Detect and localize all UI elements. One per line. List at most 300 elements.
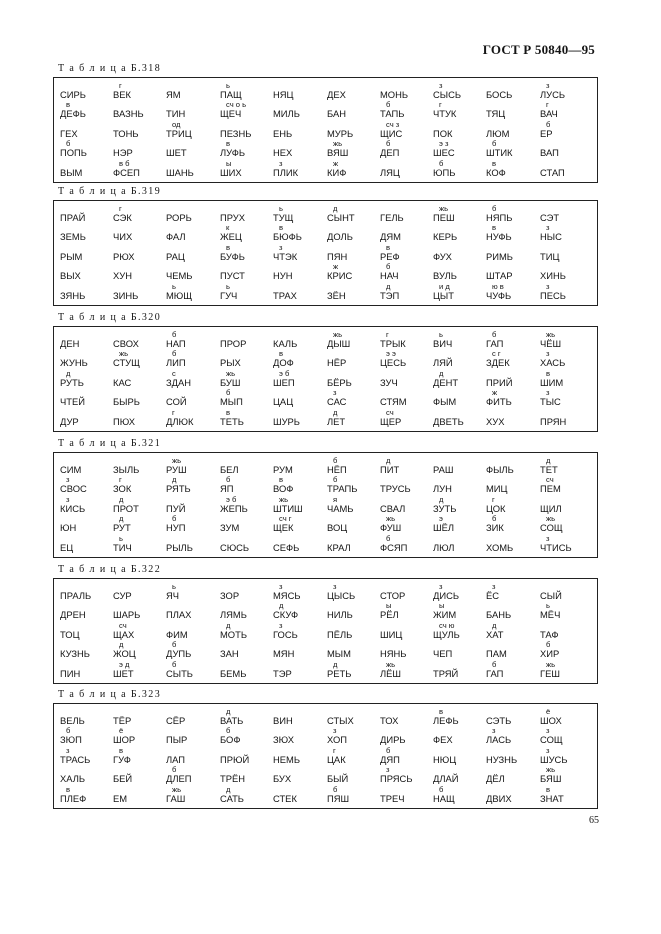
table-cell-word: ВУЛЬ [433, 270, 457, 282]
word-annotation: ж [333, 158, 339, 168]
table-cell-word: ДИСЬ [433, 590, 460, 601]
word-annotation: б [333, 784, 338, 794]
word-annotation: з [439, 81, 443, 90]
table-cell-word: ДУПЬ [166, 648, 192, 660]
table-cell-word: ТЭП [380, 289, 400, 301]
table-cell-word: СТЕК [273, 792, 297, 804]
word-annotation: в б [119, 158, 130, 168]
table-cell-word: ЗДЕК [486, 357, 510, 369]
table-cell-word: ЩИС [380, 127, 403, 139]
table-cell-word: ФЫЛЬ [486, 464, 514, 475]
table-cell-word: РУШ [166, 464, 187, 475]
table-cell-word: ЦЫТ [433, 289, 454, 301]
table-cell-word: ДУР [60, 415, 79, 427]
word-annotation: ь [226, 81, 230, 90]
word-annotation: с г [492, 349, 501, 359]
table-cell-word: ТРАХ [273, 289, 297, 301]
word-annotation: б [492, 139, 497, 149]
table-cell-word: ПЯШ [327, 792, 350, 804]
word-annotation: ж [333, 262, 339, 272]
table-cell-word: ДОФ [273, 357, 294, 369]
table-cell-word: БУФЬ [220, 250, 245, 262]
table-cell-word: ФУШ [380, 522, 402, 534]
table-cell-word: ПЛАХ [166, 609, 192, 621]
table-cell-word: СТЯМ [380, 396, 407, 408]
table-cell-word: ХАТ [486, 628, 504, 640]
table-cell-word: ДЕХ [327, 89, 346, 100]
table-cell-word: ФЕХ [433, 734, 453, 746]
table-cell-word: ДЕФЬ [60, 108, 86, 120]
table-cell-word: ФСЕП [113, 166, 140, 178]
table-cell-word: НЕХ [273, 147, 293, 159]
table-cell-word: ЛУН [433, 483, 452, 495]
table-cell-word: НЁП [327, 464, 347, 475]
word-annotation: э э [386, 349, 396, 359]
table-cell-word: ПЛИК [273, 166, 299, 178]
table-cell-word: НУФЬ [486, 231, 512, 243]
word-table [53, 578, 598, 684]
word-annotation: б [492, 514, 497, 524]
table-cell-word: МЮЩ [166, 289, 193, 301]
word-annotation: д [279, 601, 284, 611]
word-annotation: з [546, 745, 550, 755]
table-cell-word: РЮХ [113, 250, 135, 262]
table-cell-word: ЛЕФЬ [433, 715, 459, 726]
table-cell-word: ГЕХ [60, 127, 78, 139]
table-cell-word: ФАЛ [166, 231, 186, 243]
word-annotation: жь [546, 514, 556, 524]
table-cell-word: СЭТ [540, 212, 560, 223]
table-cell-word: САТЬ [220, 792, 244, 804]
table-cell-word: ВЫХ [60, 270, 81, 282]
table-cell-word: ЯМ [166, 89, 181, 100]
word-annotation: б [172, 349, 177, 359]
word-annotation: д [226, 707, 231, 716]
table-cell-word: ДЕН [60, 338, 80, 349]
word-annotation: б [439, 784, 444, 794]
table-cell-word: РАШ [433, 464, 454, 475]
table-cell-word: ТРЫК [380, 338, 406, 349]
table-cell-word: ЖЕЦ [220, 231, 242, 243]
table-cell-word: ЗЕМЬ [60, 231, 86, 243]
word-annotation: д [119, 514, 124, 524]
table-cell-word: ШАНЬ [166, 166, 194, 178]
table-cell-word: ДЯМ [380, 231, 401, 243]
word-annotation: ы [439, 601, 445, 611]
table-cell-word: СВОХ [113, 338, 139, 349]
table-cell-word: ФУХ [433, 250, 452, 262]
table-cell-word: ХУХ [486, 415, 505, 427]
table-cell-word: СЫЙ [540, 590, 562, 601]
word-annotation: г [333, 745, 336, 755]
word-annotation: жь [439, 204, 449, 213]
table-cell-word: НАЩ [433, 792, 455, 804]
table-caption: Т а б л и ц а Б.322 [58, 564, 162, 575]
table-cell-word: ТРЯЙ [433, 667, 459, 679]
table-cell-word: ДОЛЬ [327, 231, 353, 243]
table-cell-word: ТЕТ [540, 464, 558, 475]
table-cell-word: ЧТИСЬ [540, 541, 572, 553]
table-cell-word: ГАП [486, 667, 504, 679]
table-cell-word: СЭТЬ [486, 715, 512, 726]
word-annotation: в [279, 223, 284, 233]
table-cell-word: ЛИП [166, 357, 186, 369]
table-cell-word: САС [327, 396, 347, 408]
table-cell-word: ЦАК [327, 753, 346, 765]
word-annotation: ё [119, 726, 124, 736]
table-cell-word: ПРЯСЬ [380, 773, 413, 785]
word-annotation: з [546, 726, 550, 736]
table-cell-word: ЧТЕЙ [60, 396, 85, 408]
word-annotation: ь [439, 330, 443, 339]
word-annotation: г [172, 407, 175, 417]
word-annotation: в [226, 242, 231, 252]
table-cell-word: ЗЁН [327, 289, 346, 301]
word-annotation: сч [119, 620, 127, 630]
table-cell-word: ШУСЬ [540, 753, 568, 765]
word-annotation: ё [546, 707, 551, 716]
table-cell-word: БЫЙ [327, 773, 349, 785]
table-cell-word: НЕМЬ [273, 753, 300, 765]
table-cell-word: ПЮХ [113, 415, 136, 427]
word-annotation: б [172, 659, 177, 669]
table-cell-word: РЕТЬ [327, 667, 352, 679]
table-cell-word: ЖОЦ [113, 648, 136, 660]
word-annotation: э б [279, 368, 290, 378]
word-annotation: з [333, 726, 337, 736]
table-cell-word: ЛЯМЬ [220, 609, 247, 621]
word-annotation: д [439, 368, 444, 378]
word-annotation: в [439, 707, 444, 716]
table-cell-word: ПРАЙ [60, 212, 86, 223]
table-cell-word: ДЯП [380, 753, 400, 765]
table-cell-word: СВАЛ [380, 502, 406, 514]
table-cell-word: ЕР [540, 127, 553, 139]
table-cell-word: МОНЬ [380, 89, 409, 100]
table-cell-word: ШАРЬ [113, 609, 141, 621]
word-annotation: д [333, 204, 338, 213]
table-cell-word: КИСЬ [60, 502, 86, 514]
table-cell-word: ТУЩ [273, 212, 294, 223]
word-annotation: в [386, 242, 391, 252]
table-cell-word: СОЩ [540, 734, 563, 746]
table-cell-word: ХИНЬ [540, 270, 566, 282]
word-annotation: ж [492, 388, 498, 398]
table-cell-word: ШИМ [540, 376, 564, 388]
table-cell-word: ТАПЬ [380, 108, 405, 120]
table-cell-word: ПИН [60, 667, 81, 679]
table-cell-word: ЦЫСЬ [327, 590, 356, 601]
table-cell-word: СЕФЬ [273, 541, 300, 553]
table-cell-word: ВАП [540, 147, 559, 159]
table-cell-word: ГАП [486, 338, 504, 349]
table-cell-word: ГОСЬ [273, 628, 298, 640]
table-cell-word: ВАЗНЬ [113, 108, 144, 120]
table-cell-word: ТРЁН [220, 773, 246, 785]
word-annotation: б [386, 745, 391, 755]
table-cell-word: ЗЮХ [273, 734, 294, 746]
word-annotation: в [119, 745, 124, 755]
table-cell-word: РЕФ [380, 250, 400, 262]
table-cell-word: ТАФ [540, 628, 559, 640]
table-cell-word: ТЫС [540, 396, 561, 408]
word-annotation: г [546, 100, 549, 110]
table-cell-word: ДРЕН [60, 609, 86, 621]
table-cell-word: ДВИХ [486, 792, 512, 804]
word-annotation: б [546, 640, 551, 650]
table-cell-word: НЫС [540, 231, 562, 243]
table-cell-word: БАН [327, 108, 346, 120]
table-cell-word: ЦАЦ [273, 396, 294, 408]
table-cell-word: РЫМ [60, 250, 83, 262]
table-cell-word: ВЫМ [60, 166, 83, 178]
table-cell-word: ГУФ [113, 753, 131, 765]
table-cell-word: ПЕШ [433, 212, 455, 223]
word-annotation: б [172, 330, 177, 339]
table-cell-word: ПОПЬ [60, 147, 87, 159]
table-cell-word: ПЕЗНЬ [220, 127, 252, 139]
table-cell-word: ФЫМ [433, 396, 457, 408]
table-cell-word: ЗОК [113, 483, 132, 495]
table-cell-word: РАЦ [166, 250, 185, 262]
word-annotation: д [546, 456, 551, 465]
word-annotation: з [492, 582, 496, 591]
table-caption: Т а б л и ц а Б.323 [58, 689, 162, 700]
table-cell-word: ТРУСЬ [380, 483, 411, 495]
table-cell-word: ГЕШ [540, 667, 560, 679]
table-cell-word: МОТЬ [220, 628, 247, 640]
table-cell-word: ВИЧ [433, 338, 453, 349]
word-annotation: з [439, 582, 443, 591]
table-cell-word: ПЕМ [540, 483, 561, 495]
table-cell-word: БЕЙ [113, 773, 133, 785]
word-annotation: жь [119, 349, 129, 359]
table-cell-word: МИЛЬ [273, 108, 300, 120]
table-cell-word: ЛЯЦ [380, 166, 400, 178]
word-annotation: б [492, 330, 497, 339]
table-cell-word: РИМЬ [486, 250, 513, 262]
table-cell-word: ПАМ [486, 648, 507, 660]
table-cell-word: ЯЧ [166, 590, 180, 601]
word-annotation: з [546, 81, 550, 90]
table-cell-word: ХАЛЬ [60, 773, 86, 785]
table-cell-word: ШИЦ [380, 628, 403, 640]
word-annotation: жь [172, 456, 182, 465]
table-cell-word: ЮН [60, 522, 77, 534]
table-cell-word: БЕЛ [220, 464, 239, 475]
word-annotation: б [492, 204, 497, 213]
table-cell-word: ДЕП [380, 147, 400, 159]
word-annotation: э б [226, 494, 237, 504]
word-annotation: з [546, 223, 550, 233]
word-annotation: и д [439, 281, 450, 291]
table-caption: Т а б л и ц а Б.321 [58, 438, 162, 449]
table-cell-word: ЩИЛ [540, 502, 562, 514]
table-cell-word: ПРЯН [540, 415, 567, 427]
table-cell-word: ЛЕТ [327, 415, 346, 427]
table-cell-word: ЗУЧ [380, 376, 398, 388]
table-cell-word: ВОЦ [327, 522, 348, 534]
table-cell-word: ВАТЬ [220, 715, 244, 726]
word-annotation: б [546, 119, 551, 129]
table-cell-word: ВЕК [113, 89, 131, 100]
word-annotation: б [66, 726, 71, 736]
word-annotation: ь [172, 281, 176, 291]
table-cell-word: ЩЕЧ [220, 108, 242, 120]
table-cell-word: СТЫХ [327, 715, 354, 726]
word-annotation: жь [386, 514, 396, 524]
table-cell-word: ПАЩ [220, 89, 242, 100]
table-cell-word: ЧЕМЬ [166, 270, 193, 282]
table-cell-word: ПЛЕФ [60, 792, 87, 804]
word-annotation: сч [546, 475, 554, 485]
table-cell-word: КРИС [327, 270, 353, 282]
table-cell-word: ЛУСЬ [540, 89, 566, 100]
word-annotation: б [386, 533, 391, 543]
table-cell-word: ШЕС [433, 147, 455, 159]
word-annotation: з [279, 582, 283, 591]
table-cell-word: РУТЬ [60, 376, 84, 388]
table-cell-word: СЭК [113, 212, 132, 223]
word-annotation: жь [386, 659, 396, 669]
standard-header: ГОСТ Р 50840—95 [482, 42, 595, 57]
table-cell-word: РЯТЬ [166, 483, 191, 495]
table-cell-word: РЫХ [220, 357, 241, 369]
word-annotation: в [66, 100, 71, 110]
table-cell-word: ЛУФЬ [220, 147, 246, 159]
table-cell-word: ТРЕЧ [380, 792, 405, 804]
table-cell-word: БОСЬ [486, 89, 513, 100]
table-cell-word: ДЁЛ [486, 773, 505, 785]
table-cell-word: ПРЮЙ [220, 753, 250, 765]
table-cell-word: ТРАПЬ [327, 483, 358, 495]
table-cell-word: МИЦ [486, 483, 508, 495]
word-annotation: э д [119, 659, 130, 669]
word-annotation: в [546, 368, 551, 378]
word-annotation: в [66, 784, 71, 794]
table-cell-word: СЁР [166, 715, 186, 726]
table-cell-word: СТУЩ [113, 357, 140, 369]
table-cell-word: ХОМЬ [486, 541, 514, 553]
word-annotation: д [386, 281, 391, 291]
table-cell-word: ЦЕСЬ [380, 357, 407, 369]
table-cell-word: ТЕТЬ [220, 415, 244, 427]
table-cell-word: ШОХ [540, 715, 562, 726]
table-cell-word: ТОХ [380, 715, 399, 726]
table-cell-word: ДЛЮК [166, 415, 194, 427]
table-cell-word: БЁРЬ [327, 376, 352, 388]
table-cell-word: ВАЧ [540, 108, 558, 120]
table-cell-word: ГУЧ [220, 289, 238, 301]
word-annotation: сч о ь [226, 100, 247, 110]
word-annotation: ь [226, 281, 230, 291]
table-cell-word: СОЙ [166, 396, 187, 408]
table-cell-word: ЛЮЛ [433, 541, 455, 553]
table-cell-word: ДЫШ [327, 338, 351, 349]
table-cell-word: СВОС [60, 483, 87, 495]
table-cell-word: ТЯЦ [486, 108, 506, 120]
table-cell-word: ЗЮП [60, 734, 82, 746]
word-annotation: г [119, 475, 122, 485]
table-cell-word: ХАСЬ [540, 357, 566, 369]
table-caption: Т а б л и ц а Б.319 [58, 186, 162, 197]
word-annotation: жь [226, 368, 236, 378]
table-cell-word: НИЛЬ [327, 609, 353, 621]
table-cell-word: ПЫР [166, 734, 188, 746]
word-annotation: сч [386, 407, 394, 417]
word-annotation: б [386, 262, 391, 272]
table-cell-word: ПУСТ [220, 270, 245, 282]
word-annotation: в [226, 139, 231, 149]
table-cell-word: ТЭР [273, 667, 292, 679]
table-cell-word: ПРОР [220, 338, 247, 349]
word-annotation: д [226, 784, 231, 794]
table-cell-word: ПРИЙ [486, 376, 513, 388]
word-annotation: жь [279, 494, 289, 504]
word-annotation: ь [119, 533, 123, 543]
table-cell-word: ЧУФЬ [486, 289, 512, 301]
table-cell-word: ПОК [433, 127, 453, 139]
table-cell-word: ТИЧ [113, 541, 132, 553]
table-cell-word: НЯНЬ [380, 648, 407, 660]
table-cell-word: РОРЬ [166, 212, 192, 223]
table-cell-word: ГАШ [166, 792, 186, 804]
word-annotation: г [386, 330, 389, 339]
word-annotation: сч ю [439, 620, 455, 630]
word-annotation: з [66, 745, 70, 755]
table-cell-word: БАНЬ [486, 609, 512, 621]
table-cell-word: ЩАХ [113, 628, 135, 640]
table-cell-word: ВЯШ [327, 147, 349, 159]
table-cell-word: ВЕЛЬ [60, 715, 85, 726]
table-cell-word: СОЩ [540, 522, 563, 534]
table-cell-word: ПРУХ [220, 212, 245, 223]
word-annotation: жь [333, 330, 343, 339]
table-cell-word: ПЁЛЬ [327, 628, 353, 640]
table-cell-word: ЩЕР [380, 415, 402, 427]
table-cell-word: РЫЛЬ [166, 541, 193, 553]
word-annotation: в [492, 223, 497, 233]
table-cell-word: СИРЬ [60, 89, 86, 100]
table-cell-word: БЮФЬ [273, 231, 302, 243]
word-annotation: г [119, 204, 122, 213]
table-cell-word: ШОР [113, 734, 136, 746]
word-annotation: в [279, 349, 284, 359]
word-annotation: з [546, 533, 550, 543]
word-annotation: э [439, 514, 443, 524]
table-cell-word: ЗОР [220, 590, 240, 601]
table-cell-word: ВОФ [273, 483, 294, 495]
table-cell-word: ЗАН [220, 648, 239, 660]
word-annotation: б [386, 139, 391, 149]
word-annotation: од [172, 119, 181, 129]
word-annotation: б [333, 456, 338, 465]
table-cell-word: ШТАР [486, 270, 513, 282]
table-cell-word: ЁС [486, 590, 500, 601]
table-cell-word: ЗЫЛЬ [113, 464, 140, 475]
table-cell-word: ДЕНТ [433, 376, 459, 388]
table-cell-word: ЗДАН [166, 376, 192, 388]
table-cell-word: НЁР [327, 357, 347, 369]
word-annotation: в [546, 784, 551, 794]
table-cell-word: МЫП [220, 396, 243, 408]
table-cell-word: ПЯН [327, 250, 348, 262]
word-annotation: б [172, 514, 177, 524]
table-cell-word: ЛЮМ [486, 127, 510, 139]
table-cell-word: ЕМ [113, 792, 128, 804]
word-annotation: з [333, 582, 337, 591]
table-cell-word: МУРЬ [327, 127, 354, 139]
